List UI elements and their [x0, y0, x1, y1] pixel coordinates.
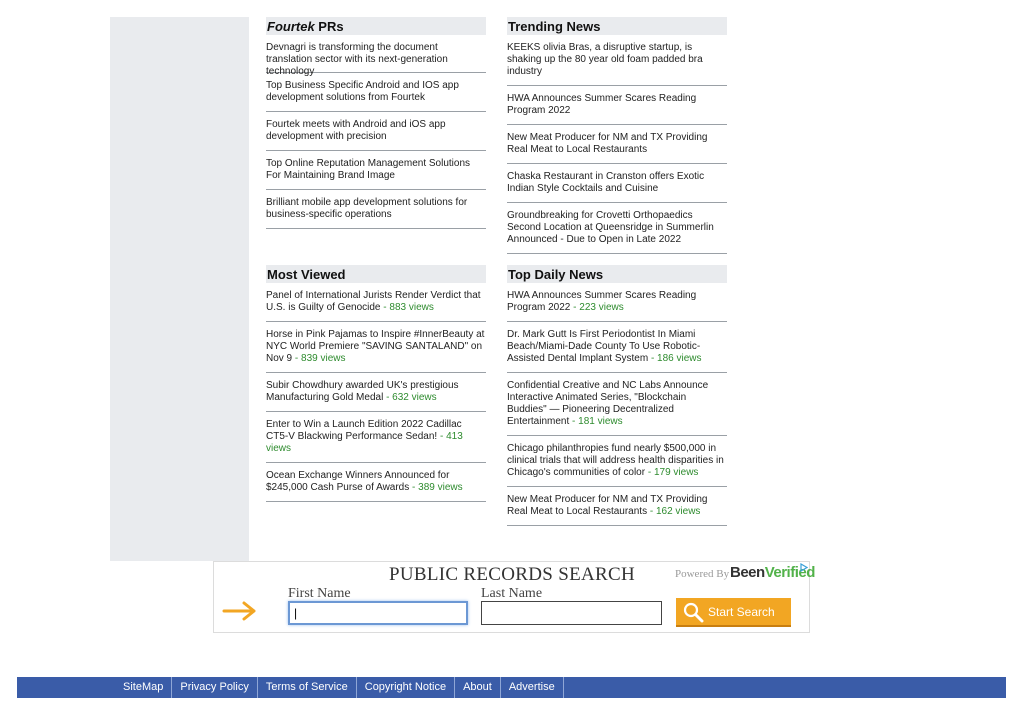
view-count: - 632 views: [383, 392, 437, 403]
view-count: - 413 views: [266, 431, 463, 454]
list-item[interactable]: [266, 463, 486, 502]
news-link[interactable]: Horse in Pink Pajamas to Inspire #InnerBeauty at NYC World Premiere "SAVING SANTALAND" on Nov 9: [266, 329, 485, 364]
list-item[interactable]: [266, 73, 486, 112]
most-viewed-list: [266, 283, 486, 502]
last-name-label: Last Name: [481, 586, 543, 601]
view-count: - 883 views: [380, 302, 434, 313]
first-name-label: First Name: [288, 586, 351, 601]
news-link[interactable]: New Meat Producer for NM and TX Providing Real Meat to Local Restaurants: [507, 132, 708, 155]
news-link[interactable]: Subir Chowdhury awarded UK's prestigious Manufacturing Gold Medal: [266, 380, 459, 403]
list-item[interactable]: [266, 151, 486, 190]
news-link[interactable]: HWA Announces Summer Scares Reading Program 2022: [507, 93, 697, 116]
list-item[interactable]: [507, 283, 727, 322]
fourtek-prs-list: [266, 35, 486, 229]
list-item[interactable]: [507, 322, 727, 373]
news-link[interactable]: Top Business Specific Android and IOS app development solutions from Fourtek: [266, 80, 459, 103]
footer-link-sitemap[interactable]: SiteMap: [115, 677, 172, 698]
list-item[interactable]: [507, 436, 727, 487]
fourtek-prs-section: [266, 17, 486, 229]
list-item[interactable]: [507, 487, 727, 526]
left-rail: [110, 17, 249, 561]
news-link[interactable]: KEEKS olivia Bras, a disruptive startup, is shaking up the 80 year old foam padded bra industry: [507, 42, 703, 77]
section-title-top-daily-news: Top Daily News: [507, 265, 727, 283]
list-item[interactable]: [266, 190, 486, 229]
news-link[interactable]: Confidential Creative and NC Labs Announce Interactive Animated Series, "Blockchain Buddies" — Pioneering Decentralized Entertainment: [507, 380, 709, 427]
view-count: - 179 views: [645, 467, 699, 478]
list-item[interactable]: [507, 35, 727, 86]
start-search-label: Start Search: [708, 604, 775, 619]
brand-verified: Verified: [764, 564, 815, 581]
start-search-button[interactable]: [676, 598, 791, 627]
top-daily-news-list: [507, 283, 727, 526]
footer-link-copyright-notice[interactable]: Copyright Notice: [357, 677, 455, 698]
widget-title: PUBLIC RECORDS SEARCH: [389, 564, 635, 585]
list-item[interactable]: [266, 322, 486, 373]
list-item[interactable]: [507, 125, 727, 164]
view-count: - 162 views: [647, 506, 701, 517]
top-daily-news-section: [507, 265, 727, 526]
list-item[interactable]: [507, 203, 727, 254]
footer-link-privacy-policy[interactable]: Privacy Policy: [172, 677, 257, 698]
footer-bar: [17, 677, 1006, 698]
list-item[interactable]: [266, 412, 486, 463]
list-item[interactable]: [507, 86, 727, 125]
list-item[interactable]: [266, 112, 486, 151]
news-link[interactable]: Chaska Restaurant in Cranston offers Exotic Indian Style Cocktails and Cuisine: [507, 171, 705, 194]
search-icon: [682, 601, 704, 623]
list-item[interactable]: [266, 35, 486, 77]
arrow-right-icon: [222, 600, 258, 622]
view-count: - 389 views: [409, 482, 463, 493]
footer-link-advertise[interactable]: Advertise: [501, 677, 564, 698]
news-link[interactable]: Groundbreaking for Crovetti Orthopaedics Second Location at Queensridge in Summerlin Announced - Due to Open in Late 2022: [507, 210, 714, 245]
footer-links: [115, 677, 564, 698]
list-item[interactable]: [507, 164, 727, 203]
news-link[interactable]: Dr. Mark Gutt Is First Periodontist In Miami Beach/Miami-Dade County To Use Robotic-Assisted Dental Implant System: [507, 329, 701, 364]
powered-by-text: Powered By: [675, 568, 730, 580]
footer-link-terms-of-service[interactable]: Terms of Service: [258, 677, 357, 698]
view-count: - 223 views: [570, 302, 624, 313]
list-item[interactable]: [266, 283, 486, 322]
last-name-input[interactable]: [481, 601, 662, 625]
trending-news-list: [507, 35, 727, 254]
trending-news-section: [507, 17, 727, 254]
news-link[interactable]: Enter to Win a Launch Edition 2022 Cadillac CT5-V Blackwing Performance Sedan!: [266, 419, 462, 442]
section-title-most-viewed: Most Viewed: [266, 265, 486, 283]
adchoices-icon[interactable]: [800, 563, 808, 572]
news-link[interactable]: Devnagri is transforming the document translation sector with its next-generation technology: [266, 42, 448, 77]
most-viewed-section: [266, 265, 486, 502]
section-title-trending-news: Trending News: [507, 17, 727, 35]
first-name-input[interactable]: [288, 601, 468, 625]
public-records-search-widget: [213, 561, 815, 633]
list-item[interactable]: [266, 373, 486, 412]
section-title-fourtek-prs: Fourtek PRs: [266, 17, 486, 35]
news-link[interactable]: New Meat Producer for NM and TX Providing Real Meat to Local Restaurants: [507, 494, 708, 517]
news-link[interactable]: Top Online Reputation Management Solutions For Maintaining Brand Image: [266, 158, 471, 181]
view-count: - 839 views: [292, 353, 346, 364]
news-link[interactable]: HWA Announces Summer Scares Reading Program 2022: [507, 290, 697, 313]
view-count: - 186 views: [648, 353, 702, 364]
brand-been: Been: [730, 564, 765, 581]
news-link[interactable]: Fourtek meets with Android and iOS app development with precision: [266, 119, 446, 142]
news-link[interactable]: Panel of International Jurists Render Verdict that U.S. is Guilty of Genocide: [266, 290, 481, 313]
list-item[interactable]: [507, 373, 727, 436]
view-count: - 181 views: [569, 416, 623, 427]
footer-link-about[interactable]: About: [455, 677, 501, 698]
news-link[interactable]: Brilliant mobile app development solutions for business-specific operations: [266, 197, 468, 220]
news-link[interactable]: Ocean Exchange Winners Announced for $245,000 Cash Purse of Awards: [266, 470, 450, 493]
news-link[interactable]: Chicago philanthropies fund nearly $500,000 in clinical trials that will address health disparities in Chicago's communities of color: [507, 443, 724, 478]
